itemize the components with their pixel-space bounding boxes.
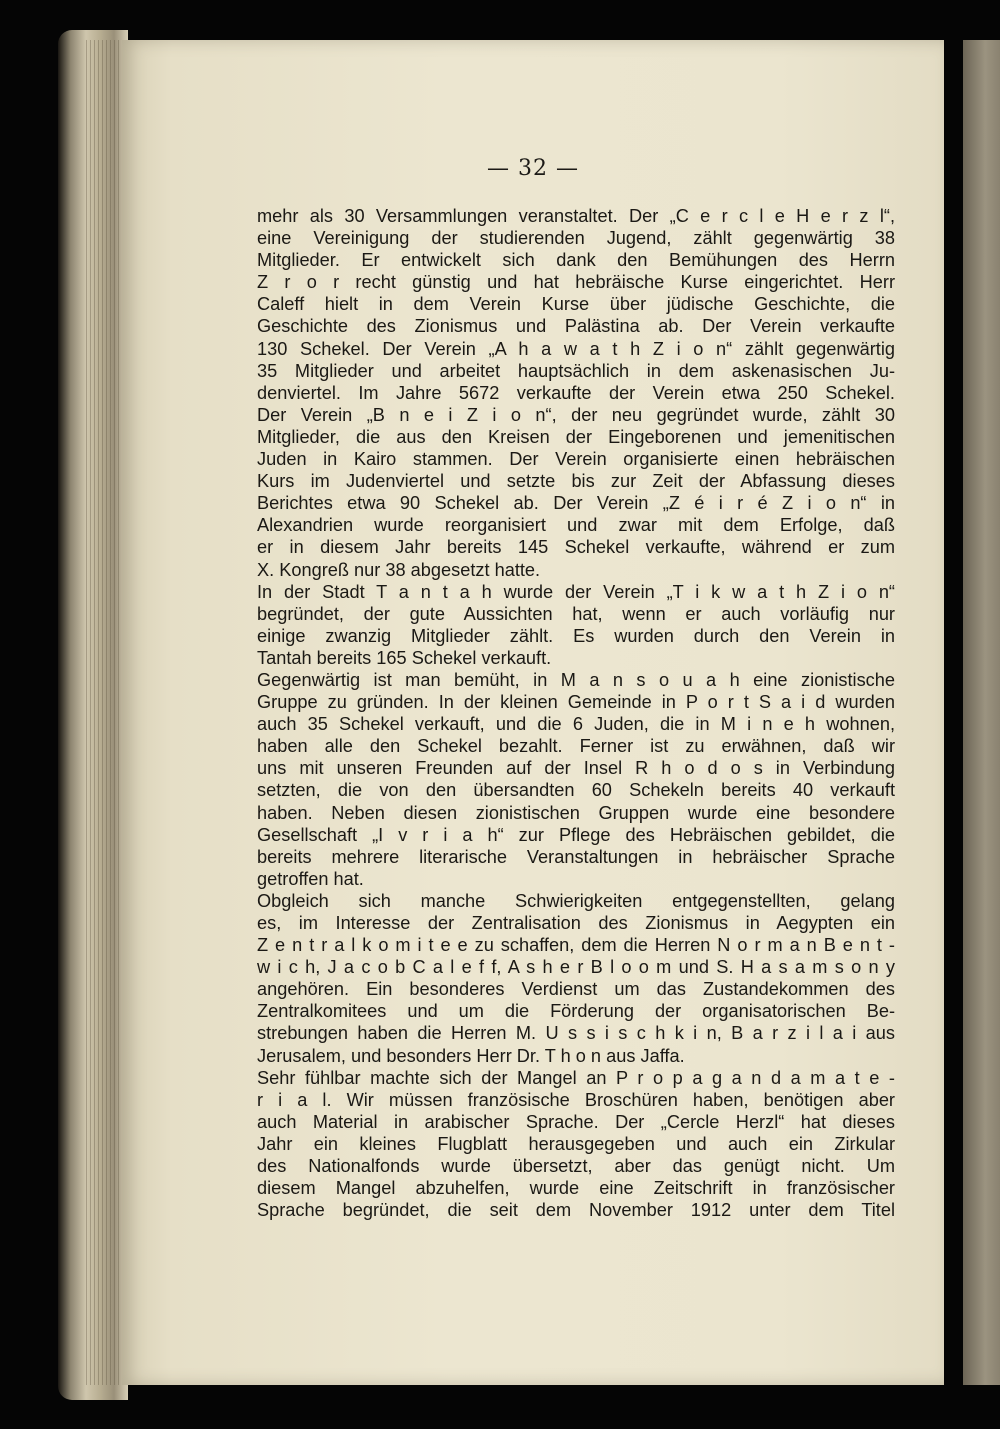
text-line: einige zwanzig Mitglieder zählt. Es wurden durch den Verein in (257, 625, 895, 646)
text-line: Sprache begründet, die seit dem November 1912 unter dem Titel (257, 1200, 895, 1221)
text-line: Sehr fühlbar machte sich der Mangel an P r o p a g a n d a m a t e - (257, 1067, 895, 1088)
text-line: Mitglieder. Er entwickelt sich dank den Bemühungen des Herrn (257, 250, 895, 271)
text-line: bereits mehrere literarische Veranstaltungen in hebräischer Sprache (257, 846, 895, 867)
text-line: eine Vereinigung der studierenden Jugend, zählt gegenwärtig 38 (257, 228, 895, 249)
text-line: Z e n t r a l k o m i t e e zu schaffen, dem die Herren N o r m a n B e n t - (257, 935, 895, 956)
text-line: Mitglieder, die aus den Kreisen der Eingeborenen und jemenitischen (257, 426, 895, 447)
text-line: setzten, die von den übersandten 60 Schekeln bereits 40 verkauft (257, 780, 895, 801)
text-line: es, im Interesse der Zentralisation des Zionismus in Aegypten ein (257, 913, 895, 933)
text-line: 35 Mitglieder und arbeitet hauptsächlich in dem askenasischen Ju- (257, 360, 895, 381)
page-stack-lines (86, 40, 126, 1385)
text-line: Gesellschaft „I v r i a h“ zur Pflege des Hebräischen gebildet, die (257, 824, 895, 845)
text-line: Z r o r recht günstig und hat hebräische Kurse eingerichtet. Herr (257, 272, 895, 293)
text-line: Kurs im Judenviertel und setzte bis zur Zeit der Abfassung dieses (257, 471, 895, 492)
text-line: haben. Neben diesen zionistischen Gruppen wurde eine besondere (257, 802, 895, 823)
text-line: des Nationalfonds wurde übersetzt, aber das genügt nicht. Um (257, 1156, 895, 1177)
text-line: w i c h, J a c o b C a l e f f, A s h e r B l o o m und S. H a s a m s o n y (257, 957, 895, 978)
text-line: denviertel. Im Jahre 5672 verkaufte der Verein etwa 250 Schekel. (257, 382, 895, 403)
text-line: Caleff hielt in dem Verein Kurse über jüdische Geschichte, die (257, 294, 895, 315)
text-line: uns mit unseren Freunden auf der Insel R h o d o s in Verbindung (257, 758, 895, 779)
text-line: auch Material in arabischer Sprache. Der „Cercle Herzl“ hat dieses (257, 1111, 895, 1132)
text-line: Alexandrien wurde reorganisiert und zwar mit dem Erfolge, daß (257, 515, 895, 536)
facing-page-edge (963, 40, 1000, 1385)
text-line: X. Kongreß nur 38 abgesetzt hatte. (257, 559, 541, 580)
page-number: — 32 — (487, 156, 579, 181)
text-line: begründet, der gute Aussichten hat, wenn er auch vorläufig nur (257, 603, 895, 624)
text-line: Jerusalem, und besonders Herr Dr. T h o n aus Jaffa. (257, 1045, 685, 1066)
text-line: In der Stadt T a n t a h wurde der Verein „T i k w a t h Z i o n“ (257, 581, 895, 602)
text-line: Gegenwärtig ist man bemüht, in M a n s o u a h eine zionistische (257, 669, 895, 690)
text-line: getroffen hat. (257, 868, 364, 889)
text-line: auch 35 Schekel verkauft, und die 6 Juden, die in M i n e h wohnen, (257, 714, 895, 735)
body-text (257, 205, 895, 1221)
text-line: Obgleich sich manche Schwierigkeiten entgegenstellten, gelang (257, 890, 895, 911)
text-line: Zentralkomitees und um die Förderung der organisatorischen Be- (257, 1001, 895, 1022)
text-line: r i a l. Wir müssen französische Broschüren haben, benötigen aber (257, 1089, 895, 1110)
text-line: Tantah bereits 165 Schekel verkauft. (257, 647, 552, 668)
text-line: Geschichte des Zionismus und Palästina ab. Der Verein verkaufte (257, 316, 895, 337)
text-line: 130 Schekel. Der Verein „A h a w a t h Z i o n“ zählt gegenwärtig (257, 338, 895, 359)
text-line: Gruppe zu gründen. In der kleinen Gemeinde in P o r t S a i d wurden (257, 692, 895, 713)
text-line: strebungen haben die Herren M. U s s i s c h k i n, B a r z i l a i aus (257, 1023, 895, 1044)
text-line: Juden in Kairo stammen. Der Verein organisierte einen hebräischen (257, 449, 895, 470)
text-line: Der Verein „B n e i Z i o n“, der neu gegründet wurde, zählt 30 (257, 404, 895, 425)
text-line: Berichtes etwa 90 Schekel ab. Der Verein „Z é i r é Z i o n“ in (257, 493, 895, 514)
text-line: haben alle den Schekel bezahlt. Ferner ist zu erwähnen, daß wir (257, 736, 895, 757)
text-line: mehr als 30 Versammlungen veranstaltet. Der „C e r c l e H e r z l“, (257, 206, 895, 226)
text-line: Jahr ein kleines Flugblatt herausgegeben und auch ein Zirkular (257, 1133, 895, 1154)
text-line: diesem Mangel abzuhelfen, wurde eine Zeitschrift in französischer (257, 1178, 895, 1199)
text-line: er in diesem Jahr bereits 145 Schekel verkaufte, während er zum (257, 537, 895, 558)
text-line: angehören. Ein besonderes Verdienst um das Zustandekommen des (257, 979, 895, 1000)
